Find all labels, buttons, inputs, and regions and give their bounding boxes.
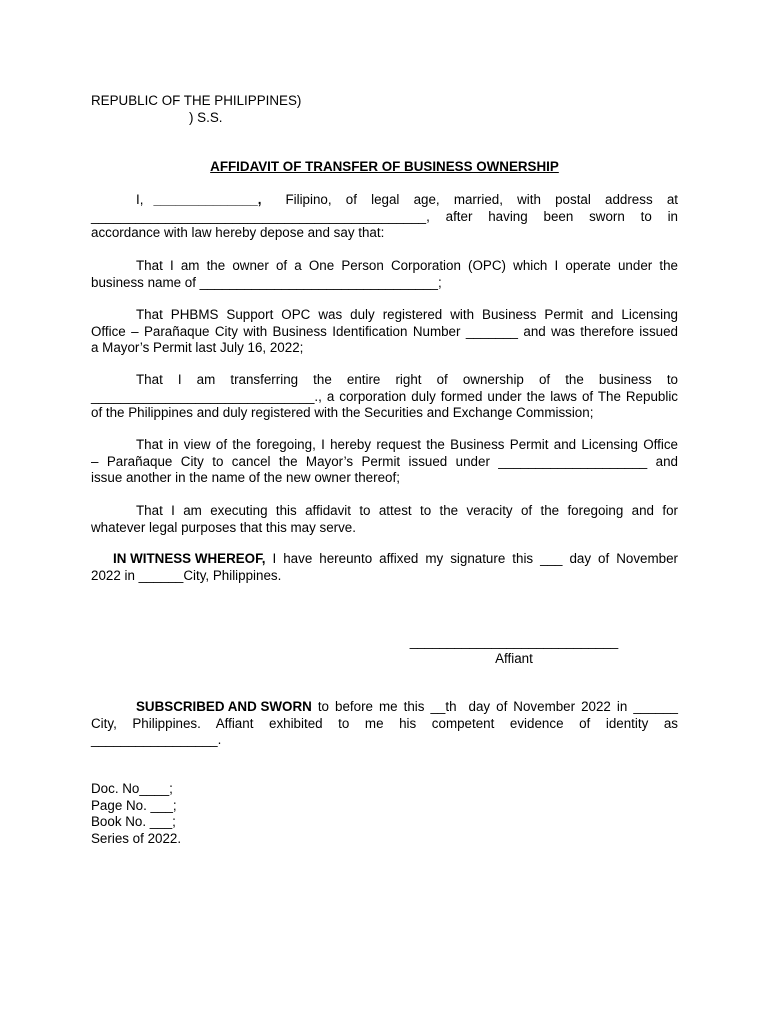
witness-line1-rest: I have hereunto affixed my signature this ___ day of November [265,551,678,566]
para1-line3: accordance with law hereby depose and say that: [91,225,385,240]
notary-doc: Doc. No____; [91,781,173,796]
paragraph-1 [91,192,678,242]
para2-line2: business name of ________________________________; [91,274,442,290]
paragraph-4 [91,372,678,422]
notary-block [91,781,678,847]
sworn-line3: _________________. [91,732,222,747]
para4-line1: That I am transferring the entire right of ownership of the business to [136,372,678,387]
signature-label: Affiant [495,650,533,666]
sworn-line2: City, Philippines. Affiant exhibited to me his competent evidence of identity as [91,715,678,731]
notary-book: Book No. ___; [91,814,176,829]
witness-bold: IN WITNESS WHEREOF, [113,551,266,566]
para3-line2: Office – Parañaque City with Business Identification Number _______ and was therefore issued [91,323,678,339]
para1-line1-rest: Filipino, of legal age, married, with postal address at [285,192,678,207]
notary-series: Series of 2022. [91,830,182,846]
para1-line2: _____________________________________________, after having been sworn to in [91,208,678,224]
paragraph-6 [91,503,678,536]
para5-line2: – Parañaque City to cancel the Mayor’s Permit issued under ____________________ and [91,453,678,469]
para6-line2: whatever legal purposes that this may serve. [91,519,356,535]
para3-line1: That PHBMS Support OPC was duly registered with Business Permit and Licensing [136,307,678,322]
para6-line1: That I am executing this affidavit to attest to the veracity of the foregoing and for [136,503,678,518]
para4-line2: ______________________________., a corporation duly formed under the laws of The Republic [91,388,678,404]
witness-clause [91,551,678,584]
notary-page: Page No. ___; [91,797,177,813]
header-republic: REPUBLIC OF THE PHILIPPINES) [91,93,302,108]
paragraph-2 [91,258,678,291]
affiant-name-blank: ______________, [153,192,262,207]
para1-intro: I, [136,192,144,207]
paragraph-5 [91,437,678,487]
para3-line3: a Mayor’s Permit last July 16, 2022; [91,340,304,355]
sworn-clause [91,699,678,749]
para5-line1: That in view of the foregoing, I hereby request the Business Permit and Licensing Office [136,437,678,452]
para2-line1: That I am the owner of a One Person Corporation (OPC) which I operate under the [136,258,678,273]
witness-line2: 2022 in ______City, Philippines. [91,567,282,583]
document-title: AFFIDAVIT OF TRANSFER OF BUSINESS OWNERSHIP [210,159,559,174]
signature-block [406,634,622,667]
header-ss: ) S.S. [189,110,223,125]
sworn-bold: SUBSCRIBED AND SWORN [136,699,312,714]
para4-line3: of the Philippines and duly registered with the Securities and Exchange Commission; [91,405,594,420]
para5-line3: issue another in the name of the new owner thereof; [91,470,400,485]
paragraph-3 [91,307,678,357]
signature-line: ____________________________ [409,634,619,649]
sworn-line1-rest: to before me this __th day of November 2022 in ______ [311,699,678,714]
